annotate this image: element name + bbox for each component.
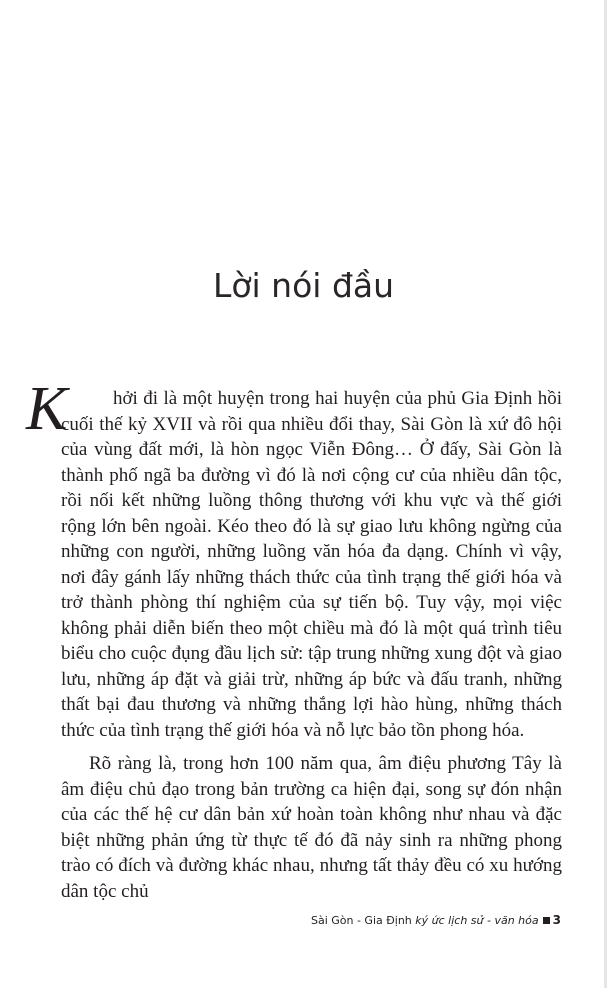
drop-cap: K (26, 375, 68, 443)
paragraph-2: Rõ ràng là, trong hơn 100 năm qua, âm điệu phương Tây là âm điệu chủ đạo trong bản trường ca hiện đại, song sự đón nhận của các thế hệ cư dân bản xứ hoàn toàn không như nhau và đặc biệt những phản ứng từ thực tế đó đã nảy sinh ra những phong trào có đích và đường khác nhau, nhưng tất thảy đều có xu hướng dân tộc chủ (61, 753, 562, 902)
running-footer (311, 912, 561, 929)
paragraph-1: hởi đi là một huyện trong hai huyện của phủ Gia Định hồi cuối thế kỷ XVII và rồi qua nhiều đổi thay, Sài Gòn là xứ đô hội của vùng đất mới, là hòn ngọc Viễn Đông… Ở đấy, Sài Gòn là thành phố ngã ba đường vì đó là nơi cộng cư của nhiều dân tộc, rồi nối kết những luồng thông thương với khu vực và thế giới rộng lớn bên ngoài. Kéo theo đó là sự giao lưu không ngừng của những con người, những luồng văn hóa đa dạng. Chính vì vậy, nơi đây gánh lấy những thách thức của tình trạng thế giới hóa và trở thành phòng thí nghiệm của sự tiến bộ. Tuy vậy, mọi việc không phải diễn biến theo một chiều mà đó là một quá trình tiêu biểu cho cuộc đụng đầu lịch sử: tập trung những xung đột và giao lưu, những áp đặt và giải trừ, những áp bức và đấu tranh, những thất bại đau thương và những thắng lợi hào hùng, những thách thức của tình trạng thế giới hóa và nỗ lực bảo tồn phong hóa. (61, 388, 562, 741)
square-bullet-icon (543, 917, 550, 924)
footer-book-title: Sài Gòn - Gia Định (310, 914, 412, 927)
body-text (61, 386, 562, 904)
footer-subtitle: ký ức lịch sử - văn hóa (415, 914, 539, 927)
page-number: 3 (552, 913, 561, 927)
page-title: Lời nói đầu (212, 266, 395, 305)
